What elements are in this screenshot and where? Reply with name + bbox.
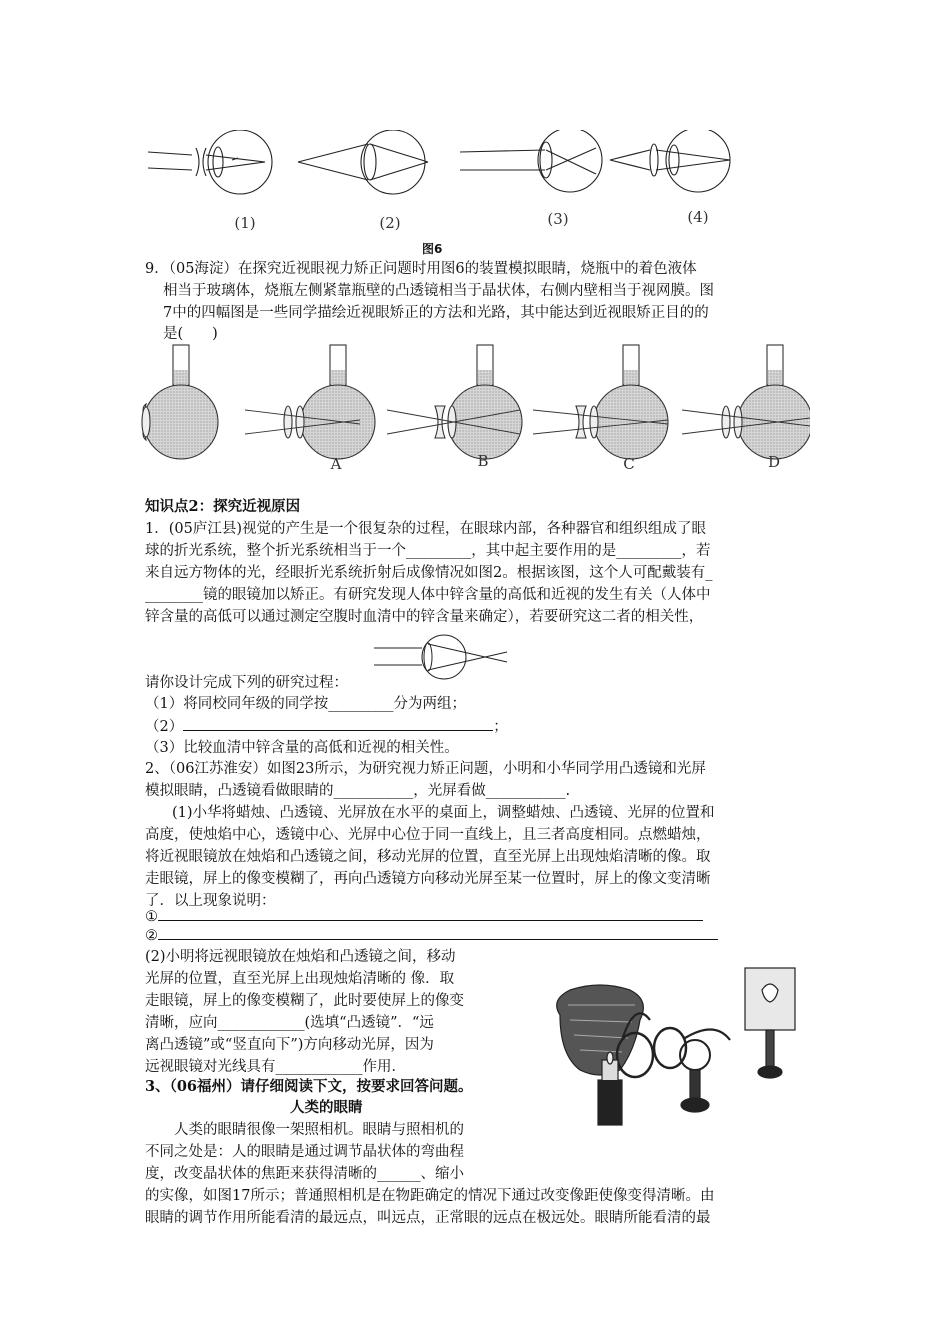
q2-p2-line-6: 远视眼镜对光线具有____________作用． [145, 1059, 406, 1075]
fig6-label-1: (1) [234, 214, 256, 232]
q3-line-4: 的实像，如图17所示；普通照相机是在物距确定的情况下通过改变像距使像变得清晰。由 [145, 1188, 715, 1204]
figure-2-eye [372, 632, 512, 682]
answer-blank-1[interactable] [158, 906, 703, 921]
eye-diagram-2 [298, 130, 428, 194]
flask-setup [142, 345, 218, 459]
figure-6-caption: 图6 [422, 242, 443, 256]
q2-answer-2 [145, 925, 718, 946]
q3-line-2: 不同之处是：人的眼睛是通过调节晶状体的弯曲程 [145, 1144, 464, 1160]
q2-p2-line-4: 清晰，应向____________(选填“凸透镜”．“远 [145, 1015, 434, 1031]
fig6-label-2: (2) [379, 214, 401, 232]
q2-p2-line-5: 离凸透镜”或“竖直向下”)方向移动光屏，因为 [145, 1037, 434, 1053]
fig7-label-d: D [767, 453, 781, 471]
kp2-q1-line-4: ________镜的眼镜加以矫正。有研究发现人体中锌含量的高低和近视的发生有关（人体中 [145, 587, 711, 603]
q9-line-4: 是( ) [163, 326, 218, 342]
kp2-after-3-semicolon: ； [493, 719, 508, 735]
q3-line-5: 眼睛的调节作用所能看清的最远点，叫远点，正常眼的远点在极远处。眼睛所能看清的最 [145, 1210, 711, 1226]
eye-diagram-1 [148, 130, 272, 194]
q2-p1-line-4: 走眼镜，屏上的像变模糊了，再向凸透镜方向移动光屏至某一位置时，屏上的像文变清晰 [145, 871, 711, 887]
q9-line-3: 7中的四幅图是一些同学描绘近视眼矫正的方法和光路，其中能达到近视眼矫正目的的 [163, 305, 709, 321]
answer-blank-2[interactable] [158, 925, 718, 940]
kp2-q1-line-3: 来自远方物体的光，经眼折光系统折射后成像情况如图2。根据该图，这个人可配戴装有_ [145, 565, 713, 581]
q2-p1-line-1: (1)小华将蜡烛、凸透镜、光屏放在水平的桌面上，调整蜡烛、凸透镜、光屏的位置和 [172, 805, 715, 821]
kp2-after-3 [145, 716, 508, 737]
q2-p1-line-2: 高度，使烛焰中心，透镜中心、光屏中心位于同一直线上，且三者高度相同。点燃蜡烛， [145, 827, 711, 843]
q3-heading: 3、（06福州）请仔细阅读下文，按要求回答问题。 [145, 1078, 473, 1095]
kp2-q1-line-1: 1．(05庐江县)视觉的产生是一个很复杂的过程，在眼球内部，各种器官和组织组成了眼 [145, 521, 706, 537]
q3-line-1: 人类的眼睛很像一架照相机。眼睛与照相机的 [145, 1122, 464, 1138]
kp2-heading: 知识点2：探究近视原因 [145, 498, 301, 515]
q3-title: 人类的眼睛 [290, 1099, 363, 1116]
q2-line-1: 2、（06江苏淮安）如图23所示，为研究视力矫正问题，小明和小华同学用凸透镜和光屏 [145, 761, 706, 777]
fig6-label-4: (4) [687, 208, 709, 226]
kp2-after-4: （3）比较血清中锌含量的高低和近视的相关性。 [145, 740, 459, 756]
figure-6 [140, 130, 750, 240]
q2-p1-line-5: 了．以上现象说明： [145, 893, 276, 909]
answer-mark-2: ② [145, 928, 158, 944]
answer-mark-1: ① [145, 909, 158, 925]
q2-line-2: 模拟眼睛，凸透镜看做眼睛的___________，光屏看做___________. [145, 783, 571, 799]
fig7-label-c: C [623, 455, 635, 473]
kp2-after-1: 请你设计完成下列的研究过程： [145, 675, 348, 691]
figure-7-flasks [140, 340, 810, 480]
flask-c [533, 345, 668, 459]
q9-line-1: 9．（05海淀）在探究近视眼视力矫正问题时用图6的装置模拟眼睛，烧瓶中的着色液体 [145, 261, 697, 277]
eye-diagram-3 [460, 130, 602, 192]
apparatus-photo [540, 960, 810, 1150]
flask-a [245, 345, 375, 459]
kp2-q1-line-5: 锌含量的高低可以通过测定空腹时血清中的锌含量来确定），若要研究这二者的相关性， [145, 609, 704, 625]
eye-diagram-4 [610, 130, 730, 192]
q2-p2-line-1: (2)小明将远视眼镜放在烛焰和凸透镜之间，移动 [145, 949, 456, 965]
kp2-q1-line-2: 球的折光系统，整个折光系统相当于一个_________，其中起主要作用的是_________，若 [145, 543, 711, 559]
flask-d [682, 345, 810, 459]
q2-p2-line-3: 走眼镜，屏上的像变模糊了，此时要使屏上的像变 [145, 993, 464, 1009]
fig7-label-b: B [477, 452, 489, 470]
fig6-label-3: (3) [547, 210, 569, 228]
blank-line[interactable] [183, 716, 493, 731]
q2-p1-line-3: 将近视眼镜放在烛焰和凸透镜之间，移动光屏的位置，直至光屏上出现烛焰清晰的像。取 [145, 849, 711, 865]
kp2-after-2: （1）将同校同年级的同学按_________分为两组； [145, 696, 466, 712]
kp2-after-3-label: （2） [145, 719, 184, 735]
flask-b [387, 345, 522, 459]
q2-p2-line-2: 光屏的位置，直至光屏上出现烛焰清晰的 像．取 [145, 971, 455, 987]
fig7-label-a: A [330, 455, 342, 473]
q2-answer-1 [145, 906, 703, 927]
q9-line-2: 相当于玻璃体，烧瓶左侧紧靠瓶壁的凸透镜相当于晶状体，右侧内壁相当于视网膜。图 [163, 283, 714, 299]
q3-line-3: 度，改变晶状体的焦距来获得清晰的______、缩小 [145, 1166, 464, 1182]
